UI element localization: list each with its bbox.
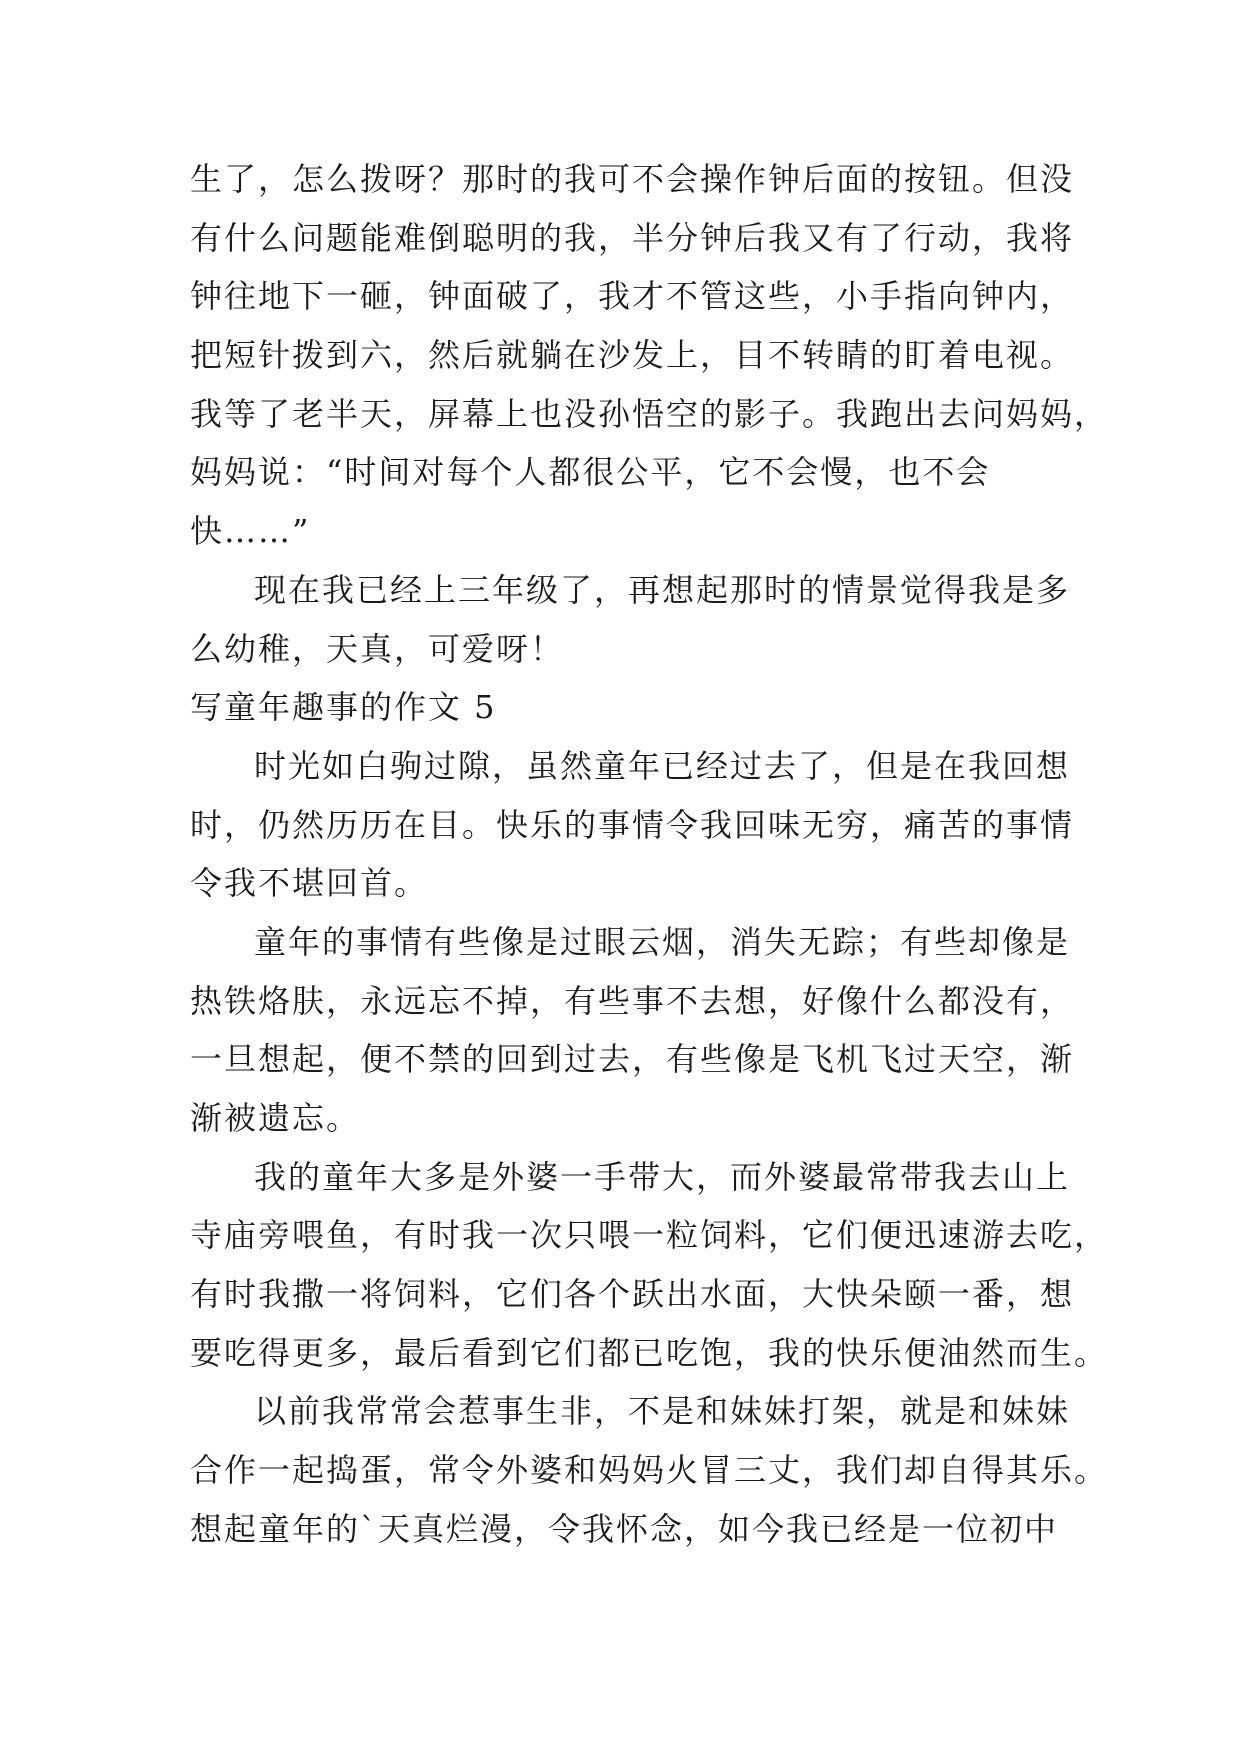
text-line: 时，仍然历历在目。快乐的事情令我回味无穷，痛苦的事情 xyxy=(190,805,1075,844)
text-line: 有时我撒一将饲料，它们各个跃出水面，大快朵颐一番，想 xyxy=(190,1275,1075,1314)
text-line: 钟往地下一砸，钟面破了，我才不管这些，小手指向钟内， xyxy=(190,277,1075,316)
text-line: 妈妈说：“时间对每个人都很公平，它不会慢，也不会 xyxy=(190,453,991,492)
paragraph-first-line: 我的童年大多是外婆一手带大，而外婆最常带我去山上 xyxy=(254,1157,1071,1196)
paragraph-first-line: 以前我常常会惹事生非，不是和妹妹打架，就是和妹妹 xyxy=(254,1392,1071,1431)
paragraph-first-line: 童年的事情有些像是过眼云烟，消失无踪；有些却像是 xyxy=(254,922,1071,961)
document-body xyxy=(190,150,1109,1559)
text-line: 么幼稚，天真，可爱呀！ xyxy=(190,629,565,668)
text-line: 令我不堪回首。 xyxy=(190,864,429,903)
paragraph-first-line: 时光如白驹过隙，虽然童年已经过去了，但是在我回想 xyxy=(254,746,1071,785)
text-line: 要吃得更多，最后看到它们都已吃饱，我的快乐便油然而生。 xyxy=(190,1333,1109,1372)
text-line: 把短针拨到六，然后就躺在沙发上，目不转睛的盯着电视。 xyxy=(190,336,1075,375)
text-line: 一旦想起，便不禁的回到过去，有些像是飞机飞过天空，渐 xyxy=(190,1040,1075,1079)
text-line: 合作一起捣蛋，常令外婆和妈妈火冒三丈，我们却自得其乐。 xyxy=(190,1451,1109,1490)
paragraph-first-line: 现在我已经上三年级了，再想起那时的情景觉得我是多 xyxy=(254,570,1071,609)
text-line: 我等了老半天，屏幕上也没孙悟空的影子。我跑出去问妈妈， xyxy=(190,394,1109,433)
text-line: 想起童年的`天真烂漫，令我怀念，如今我已经是一位初中 xyxy=(190,1509,1059,1548)
text-line: 快……” xyxy=(190,512,311,551)
text-line: 热铁烙肤，永远忘不掉，有些事不去想，好像什么都没有， xyxy=(190,981,1075,1020)
text-line: 寺庙旁喂鱼，有时我一次只喂一粒饲料，它们便迅速游去吃， xyxy=(190,1216,1109,1255)
text-line: 有什么问题能难倒聪明的我，半分钟后我又有了行动，我将 xyxy=(190,218,1075,257)
text-line: 渐被遗忘。 xyxy=(190,1099,361,1137)
text-line: 生了，怎么拨呀？那时的我可不会操作钟后面的按钮。但没 xyxy=(190,160,1075,198)
section-heading: 写童年趣事的作文 5 xyxy=(190,688,497,727)
